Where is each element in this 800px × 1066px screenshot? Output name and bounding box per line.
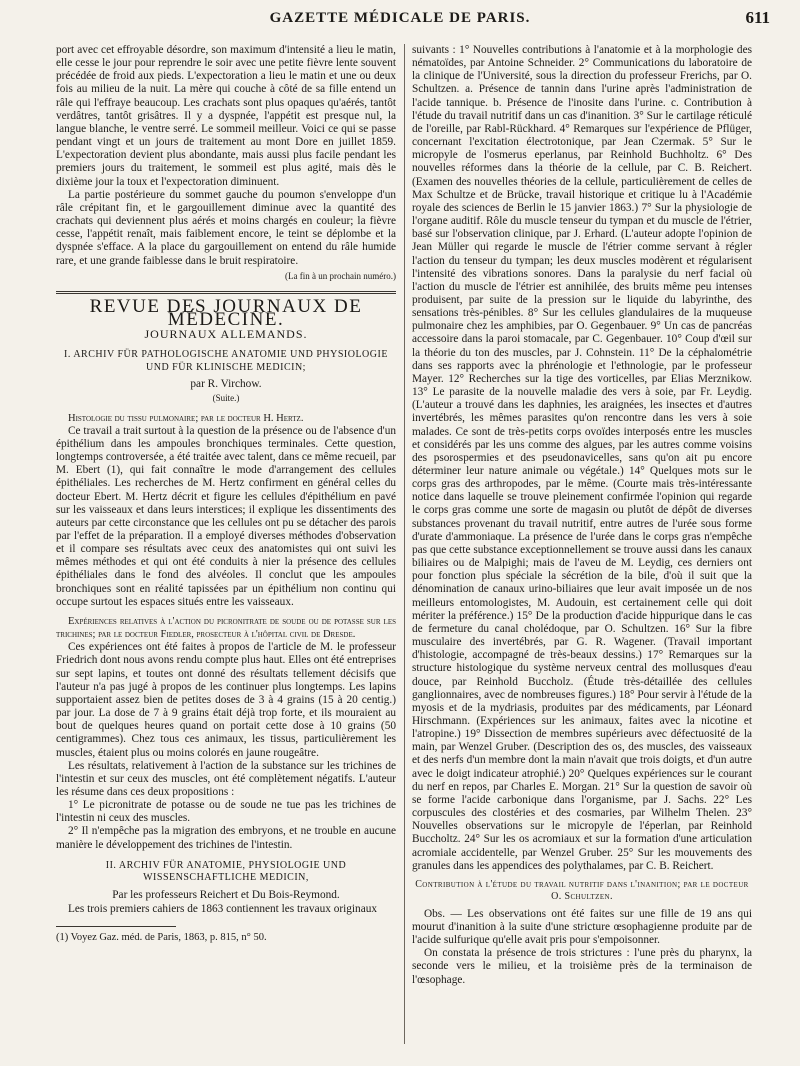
- right-paragraph: Obs. — Les observations ont été faites sur une fille de 19 ans qui mourut d'inanition à la suite d'une stricture œsophagienne produite par de l'acide sulfurique qu'elle avait pris pour s'empoisonner.: [412, 907, 752, 947]
- continuation-note: (La fin à un prochain numéro.): [285, 270, 396, 281]
- page-number: 611: [745, 8, 770, 27]
- left-paragraph: port avec cet effroyable désordre, son maximum d'intensité a lieu le matin, elle cesse le jour pour reprendre le soir avec une petite fièvre lente souvent précédée de froid aux pieds. L'expectoration a lieu le matin et une ou deux fois au milieu de la nuit. La mère qui couche à côté de sa fille entend un râle qui l'effraye beaucoup. Les crachats sont plus opaques qu'aérés, tantôt verdâtres, tantôt grisâtres. Il y a dyspnée, l'appétit est presque nul, la langue blanche, le ventre serré. Le sommeil meilleur. Voici ce qui se passe pendant vingt et un jours de traitement au mont Dore en juillet 1859. L'expectoration devient plus abondante, mais aussi plus facile pendant les premiers jours du traitement, le sommeil est plus agité, mais dès le dixième jour la toux et l'expectoration diminuent.: [56, 44, 396, 188]
- journal-title: GAZETTE MÉDICALE DE PARIS.: [269, 10, 531, 26]
- left-paragraph: Ce travail a trait surtout à la question de la présence ou de l'absence d'un épithélium dans les ampoules bronchiques terminales. Cette question, longtemps controversée, a été traitée avec talent, dans ce même recueil, par M. Ebert (1), qui fait connaître le mode d'arrangement des cellules épithéliales. Les recherches de M. Hertz confirment en général celles du docteur Ebert. M. Hertz décrit et figure les cellules d'épithélium en pavé sur les vaisseaux et dans leurs interstices; il explique les dissentiments des auteurs par cette circonstance que les cellules ont pu se détacher des parois par l'effet de la préparation. Il a employé diverses méthodes d'observation et il compare ses résultats avec ceux des anatomistes qui ont suivi les mêmes méthodes et qui ont été conduits à nier la présence des cellules épithéliales dans le fond des alvéoles. Il conclut que les ampoules bronchiques sont en réalité tapissées par un épithélium non continu qui occupe surtout les espaces situés entre les vaisseaux.: [56, 424, 396, 608]
- section-heading: I. ARCHIV FÜR PATHOLOGISCHE ANATOMIE UND PHYSIOLOGIE UND FÜR KLINISCHE MEDICIN;: [64, 349, 388, 373]
- column-divider: [404, 44, 405, 1044]
- section-heading: II. ARCHIV FÜR ANATOMIE, PHYSIOLOGIE UND WISSENSCHAFTLICHE MEDICIN,: [105, 859, 347, 884]
- left-paragraph: Les résultats, relativement à l'action de la substance sur les trichines de l'intestin et sur ceux des muscles, ont été complètement négatifs. L'auteur les résume dans ces deux propositions :: [56, 759, 396, 798]
- article-heading: Histologie du tissu pulmonaire; par le docteur H. Hertz.: [68, 412, 304, 424]
- page-header: [0, 0, 800, 40]
- section-author: par R. Virchow.: [190, 378, 262, 391]
- right-column: [412, 44, 752, 987]
- left-paragraph: Les trois premiers cahiers de 1863 contiennent les travaux originaux: [68, 902, 377, 915]
- section-rule: [56, 291, 396, 294]
- left-paragraph: La partie postérieure du sommet gauche du poumon s'enveloppe d'un râle crépitant fin, et le gargouillement diminue avec la quantité des crachats qui deviennent plus aérés et moins chargés en couleur; la fièvre cesse, l'appétit renaît, mais faiblement encore, le teint se déplombe et la dyspnée s'efface. A la place du gargouillement on entend du râle humide rare, et une grande faiblesse dans le bruit respiratoire.: [56, 188, 396, 267]
- right-paragraph: suivants : 1° Nouvelles contributions à l'anatomie et à la morphologie des nématoïdes, par Antoine Schneider. 2° Communications du laboratoire de la clinique de l'Université, sous la direction du professeur Frerichs, par O. Schultzen. a. Présence de tannin dans l'urine après l'administration de l'acide tannique. b. Présence de l'inosite dans l'urine. c. Contribution à l'étude du travail nutritif dans un cas d'inanition. 3° Sur le cartilage réticulé de l'oreille, par Rabl-Rückhard. 4° Remarques sur l'expérience de Pflüger, concernant l'excitation électrotonique, par Jean Czermak. 5° Sur le micropyle de l'osmerus eperlanus, par Reinhold Buchholtz. 6° Des nouvelles réformes dans la théorie de la cellule, par C. B. Reichert. (Examen des nouvelles théories de la cellule, particulièrement de celles de Max Schultze et de Brücke, travail historique et critique lu à l'Académie royale des sciences de Berlin le 15 janvier 1863.) 7° Sur la physiologie de l'organe auditif. Rôle du muscle tenseur du tympan et du muscle de l'étrier, basé sur l'observation clinique, par J. Erhard. (L'auteur adopte l'opinion de Jean Müller qui regarde le muscle de l'étrier comme servant à régler l'action du tenseur du tympan; les deux muscles modèrent et régularisent l'intensité des vibrations sonores. Dans la paralysie du nerf facial où l'action du muscle de l'étrier est annihilée, des bruits même peu intenses produisent, par suite de la pression sur le liquide du labyrinthe, des sensations très-pénibles. 8° Sur les cellules glandulaires de la muqueuse pulmonaire chez les amphibies, par O. Gegenbauer. 9° Un cas de pancréas accessoire dans la paroi stomacale, par C. Gegenbauer. 10° Coup d'œil sur la théorie du ton des muscles, par J. Cohnstein. 11° De la céphalométrie dans ses rapports avec la phrénologie et l'ethnologie, par le professeur Mayer. 12° Recherches sur la tige des vorticelles, par Elias Merznikow. 13° Le parasite de la nouvelle maladie des vers à soie, par Fr. Leydig. (L'auteur a trouvé dans les daphnies, les araignées, les insectes et d'autres invertébrés, les mêmes parasites qu'on rencontre dans les vers à soie malades. Ce sont de très-petits corps ovoïdes interposés entre les muscles et considérés par les uns comme des algues, par les autres comme voisins des psorospermies et des pseudonavicelles, sans qu'on ait pu encore déterminer leur nature animale ou végétale.) 14° Quelques mots sur le corps gras des arthropodes, par le même. (Courte mais très-intéressante notice dans laquelle se trouve pleinement confirmée l'opinion qui regarde le corps gras comme une sorte de magasin ou plutôt de dépôt de diverses substances provenant du travail nutritif, entre autres de l'urée sous forme d'urate d'ammoniaque. La présence de l'urée dans le corps gras n'empêche pas que cette substance exceptionnellement se trouve aussi dans les canaux biliaires ou de Malpighi; mais de l'aveu de M. Leydig, ces derniers ont pour fonction plus spéciale la sécrétion de la bile, d'où il suit que la dénomination de canaux urino-biliaires que leur avait imposée un de nos meilleurs entomologistes, M. Audouin, est certainement celle qui doit mériter la préférence.) 15° De la production d'acide hippurique dans le cas de fermeture du canal cholédoque, par O. Schultzen. 16° Sur la fibre musculaire des invertébrés, par G. R. Wagener. (Travail important d'histologie, accompagné de très-beaux dessins.) 17° Remarques sur la structure histologique du système nerveux central des mollusques d'eau douce, par Reinhold Buccholz. (Étude très-détaillée des cellules ganglionnaires, avec de nombreuses figures.) 18° Pour servir à l'étude de la myosis et de la mydriasis, produites par des médicaments, par Léonard Hirschmann. (Expériences sur les animaux, faites avec la nicotine et l'atropine.) 19° Dissection de membres supérieurs avec défectuosité de la main, par Wenzel Gruber. (Description des os, des muscles, des vaisseaux et des nerfs d'un membre dont la main n'avait que trois doigts, et d'un autre avec le doigt indicateur atrophié.) 20° Quelques expériences sur le courant du nerf en repos, par Charles E. Morgan. 21° Sur la question de savoir où se forme l'acide carbonique dans l'organisme, par J. Sachs. 22° Les corpuscules des clostéries et des cosmaries, par Wilhelm Thelen. 23° Nouvelles observations sur le micropyle de l'éperlan, par Reinhold Buccholtz. 24° Sur les os acromiaux et sur la formation d'une articulation acromiale accidentelle, par Wenzel Gruber. 25° Sur les mouvements des granules dans les appendices des polythalames, par C. B. Reichert.: [412, 44, 753, 872]
- left-column: [56, 44, 396, 944]
- suite-note: (Suite.): [212, 393, 240, 404]
- footnote: (1) Voyez Gaz. méd. de Paris, 1863, p. 815, n° 50.: [56, 932, 267, 944]
- left-paragraph: Ces expériences ont été faites à propos de l'article de M. le professeur Friedrich dont nous avons rendu compte plus haut. Elles ont été entreprises sur sept lapins, et toutes ont donné des résultats tellement décisifs que l'auteur n'a pas jugé à propos de les continuer plus longtemps. Les lapins supportaient assez bien de petites doses de 3 à 4 grains (15 à 20 centig.) par jour. La dose de 7 à 9 grains était déjà trop forte, et ils mouraient au bout de quelques heures quand on portait cette dose à 10 grains (50 centigrammes). Chez tous ces animaux, les tissus, particulièrement les muscles, étaient plus ou moins colorés en jaune rougeâtre.: [56, 641, 396, 759]
- review-title: REVUE DES JOURNAUX DE MÉDECINE.: [89, 295, 363, 330]
- left-paragraph: 1° Le picronitrate de potasse ou de soude ne tue pas les trichines de l'intestin ni ceux des muscles.: [56, 799, 396, 825]
- right-paragraph: On constata la présence de trois strictures : l'une près du pharynx, la seconde vers le milieu, et la troisième près de la terminaison de l'œsophage.: [412, 947, 752, 986]
- footnote-rule: [56, 926, 176, 927]
- article-heading: Expériences relatives à l'action du picronitrate de soude ou de potasse sur les trichines; par le docteur Fiedler, prosecteur à l'hôpital civil de Dresde.: [56, 615, 396, 641]
- article-heading: Contribution à l'étude du travail nutritif dans l'inanition; par le docteur O. Schultzen.: [415, 878, 749, 903]
- section-author: Par les professeurs Reichert et Du Bois-Reymond.: [112, 888, 340, 901]
- review-subtitle: JOURNAUX ALLEMANDS.: [144, 327, 308, 342]
- left-paragraph: 2° Il n'empêche pas la migration des embryons, et ne trouble en aucune manière le développement des trichines de l'intestin.: [56, 825, 396, 851]
